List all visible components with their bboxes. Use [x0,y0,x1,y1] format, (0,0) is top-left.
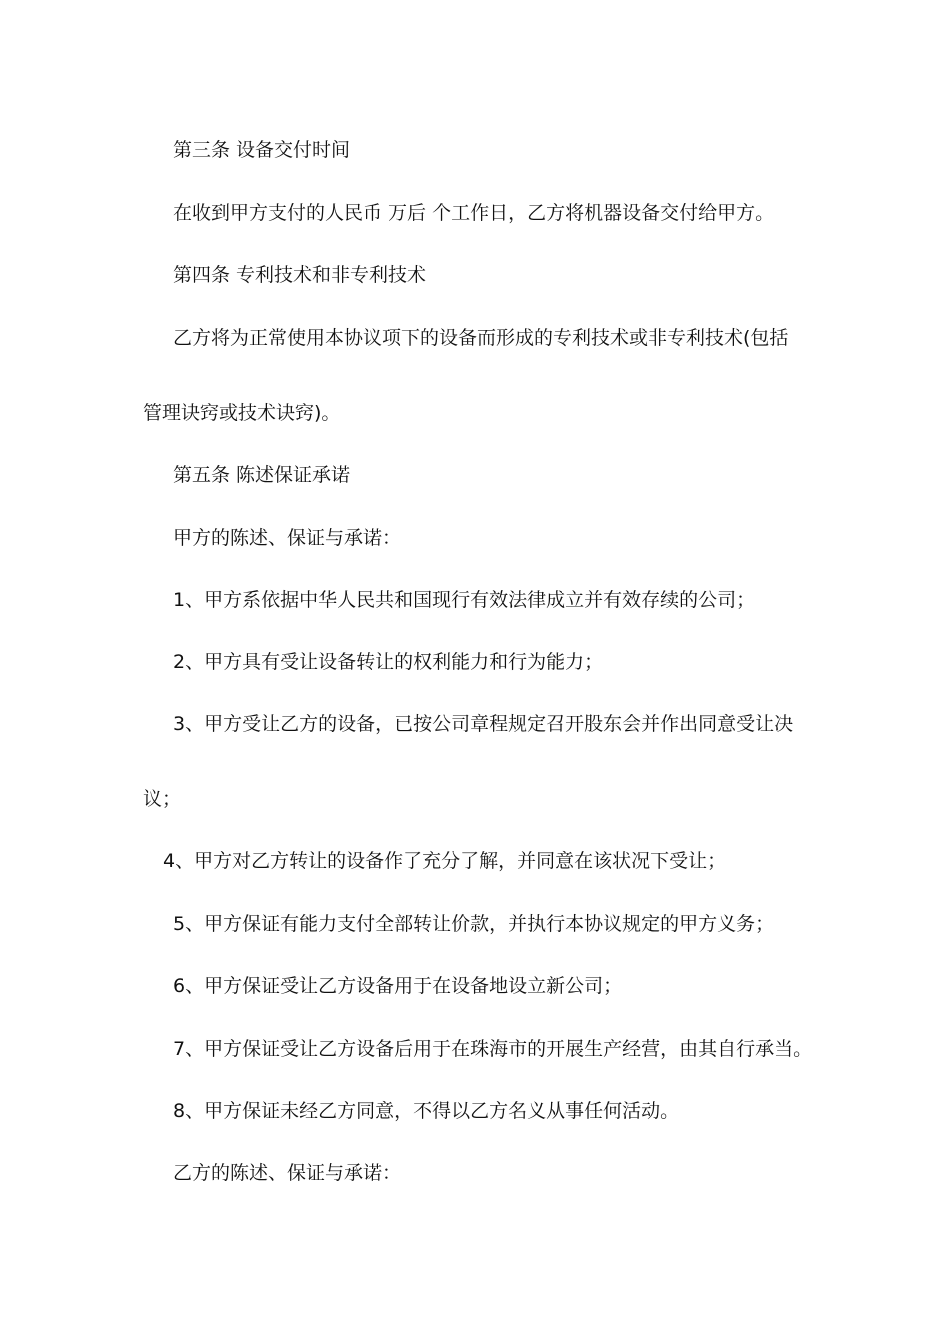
party-a-item-6: 6、甲方保证受让乙方设备用于在设备地设立新公司； [173,975,623,997]
party-a-item-1: 1、甲方系依据中华人民共和国现行有效法律成立并有效存续的公司； [173,589,756,611]
party-b-statements-heading: 乙方的陈述、保证与承诺： [173,1162,402,1184]
article-4-body-line-2: 管理诀窍或技术诀窍)。 [143,402,341,424]
article-4-body-line-1: 乙方将为正常使用本协议项下的设备而形成的专利技术或非专利技术(包括 [173,327,789,349]
article-4-heading: 第四条 专利技术和非专利技术 [173,264,427,286]
party-a-item-3-line-1: 3、甲方受让乙方的设备，已按公司章程规定召开股东会并作出同意受让决 [173,713,794,735]
article-3-heading: 第三条 设备交付时间 [173,139,351,161]
party-a-item-8: 8、甲方保证未经乙方同意，不得以乙方名义从事任何活动。 [173,1100,680,1122]
party-a-item-3-line-2: 议； [143,788,182,810]
party-a-statements-heading: 甲方的陈述、保证与承诺： [173,527,402,549]
article-5-heading: 第五条 陈述保证承诺 [173,464,351,486]
article-3-body: 在收到甲方支付的人民币 万后 个工作日，乙方将机器设备交付给甲方。 [173,202,775,224]
party-a-item-7: 7、甲方保证受让乙方设备后用于在珠海市的开展生产经营，由其自行承当。 [173,1038,813,1060]
party-a-item-5: 5、甲方保证有能力支付全部转让价款，并执行本协议规定的甲方义务； [173,913,775,935]
party-a-item-4: 4、甲方对乙方转让的设备作了充分了解，并同意在该状况下受让； [163,850,727,872]
party-a-item-2: 2、甲方具有受让设备转让的权利能力和行为能力； [173,651,604,673]
